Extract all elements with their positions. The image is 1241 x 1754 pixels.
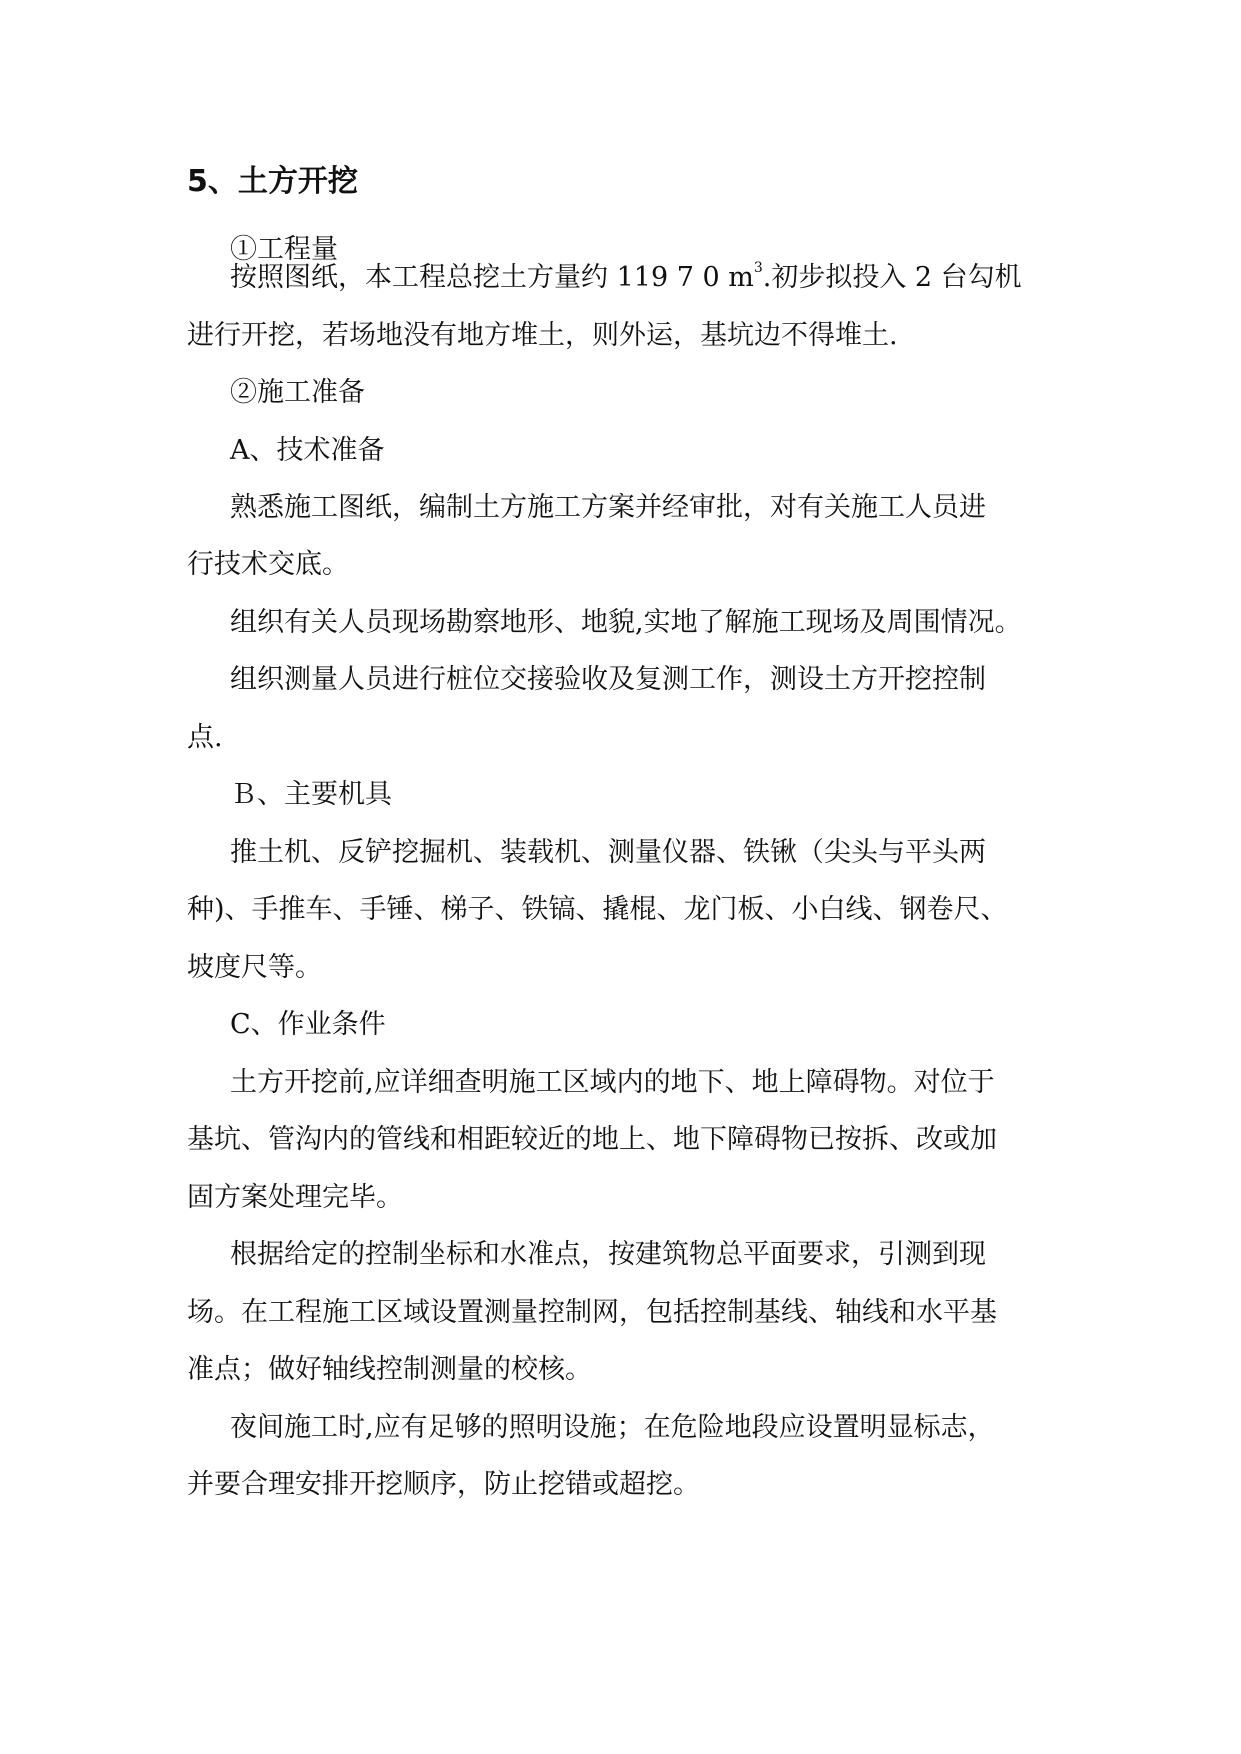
superscript: 3 — [753, 260, 763, 276]
paragraph-text: .初步拟投入 2 台勾机 — [762, 262, 1022, 293]
subsection-title-conditions: C、作业条件 — [230, 1009, 386, 1040]
paragraph-conditions-3-line-1: 夜间施工时,应有足够的照明设施；在危险地段应设置明显标志， — [230, 1412, 995, 1443]
paragraph-equipment-line-1: 推土机、反铲挖掘机、装载机、测量仪器、铁锹（尖头与平头两 — [230, 837, 986, 868]
subsection-title-equipment: Ｂ、主要机具 — [230, 779, 392, 810]
section-heading: 5、土方开挖 — [187, 164, 358, 199]
paragraph-quantity-line-1 — [230, 258, 1022, 298]
paragraph-equipment-line-2: 种)、手推车、手锤、梯子、铁镐、撬棍、龙门板、小白线、钢卷尺、 — [187, 894, 1008, 925]
subsection-title-quantity: ①工程量 — [230, 234, 338, 265]
paragraph-technical-1-line-2: 行技术交底。 — [187, 549, 349, 580]
paragraph-technical-3-line-1: 组织测量人员进行桩位交接验收及复测工作，测设土方开挖控制 — [230, 664, 986, 695]
subsection-title-preparation: ②施工准备 — [230, 377, 365, 408]
paragraph-quantity-line-2: 进行开挖，若场地没有地方堆土，则外运，基坑边不得堆土. — [187, 320, 898, 351]
paragraph-conditions-1-line-3: 固方案处理完毕。 — [187, 1182, 403, 1213]
paragraph-technical-3-line-2: 点. — [187, 722, 223, 753]
paragraph-text: 按照图纸，本工程总挖土方量约 119 7 0 m — [230, 262, 754, 293]
paragraph-conditions-1-line-1: 土方开挖前,应详细查明施工区域内的地下、地上障碍物。对位于 — [230, 1067, 995, 1098]
paragraph-conditions-3-line-2: 并要合理安排开挖顺序，防止挖错或超挖。 — [187, 1469, 700, 1500]
paragraph-technical-1-line-1: 熟悉施工图纸，编制土方施工方案并经审批，对有关施工人员进 — [230, 492, 986, 523]
paragraph-equipment-line-3: 坡度尺等。 — [187, 952, 322, 983]
paragraph-conditions-2-line-1: 根据给定的控制坐标和水准点，按建筑物总平面要求，引测到现 — [230, 1239, 986, 1270]
paragraph-technical-2-line-1: 组织有关人员现场勘察地形、地貌,实地了解施工现场及周围情况。 — [230, 607, 1022, 638]
paragraph-conditions-2-line-2: 场。在工程施工区域设置测量控制网，包括控制基线、轴线和水平基 — [187, 1297, 997, 1328]
paragraph-conditions-1-line-2: 基坑、管沟内的管线和相距较近的地上、地下障碍物已按拆、改或加 — [187, 1124, 997, 1155]
paragraph-conditions-2-line-3: 准点；做好轴线控制测量的校核。 — [187, 1354, 592, 1385]
subsection-title-technical: A、技术准备 — [230, 435, 385, 466]
